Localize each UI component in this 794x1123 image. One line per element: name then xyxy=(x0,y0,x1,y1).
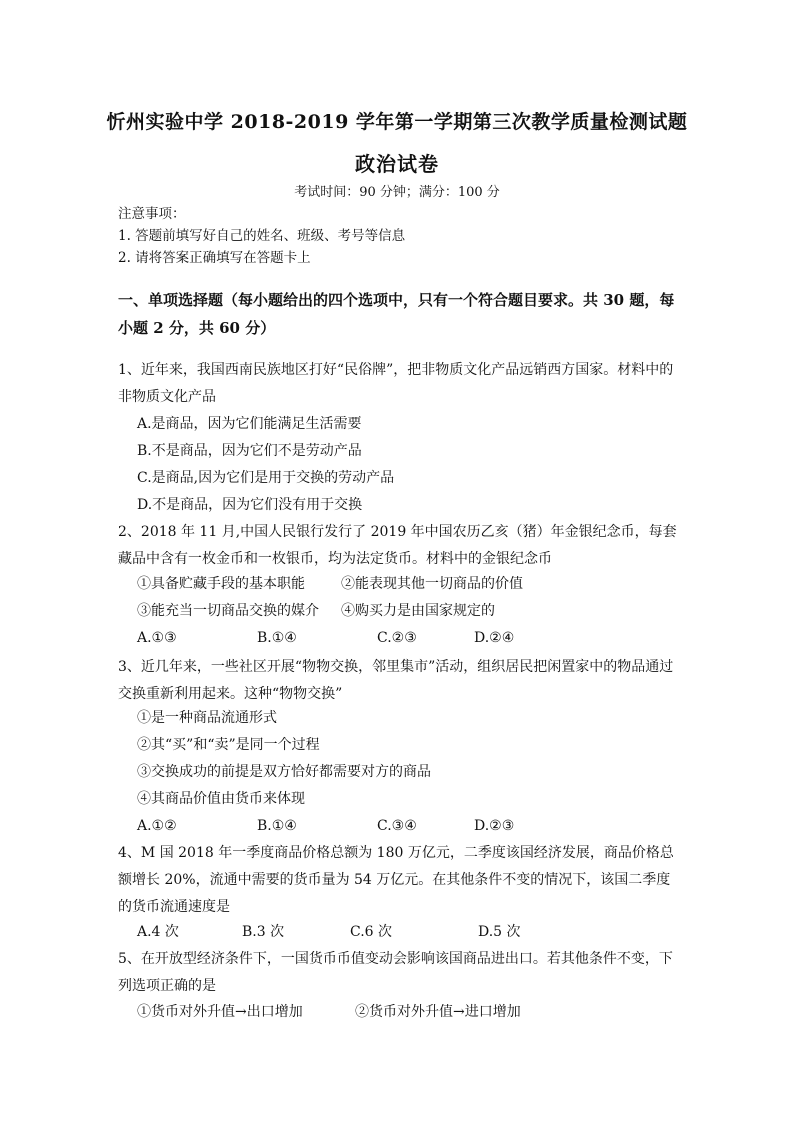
question-3-statement-4: ④其商品价值由货币来体现 xyxy=(137,791,305,807)
question-3-stem: 3、近几年来，一些社区开展“物物交换，邻里集市”活动，组织居民把闲置家中的物品通过交换重新利用起来。这种“物物交换” xyxy=(118,659,674,702)
question-3-option-a: A.①② xyxy=(137,818,177,834)
question-3-statement-3: ③交换成功的前提是双方恰好都需要对方的商品 xyxy=(137,764,431,780)
question-4-option-b: B.3 次 xyxy=(242,924,285,940)
question-2-statement-2: ②能表现其他一切商品的价值 xyxy=(341,576,523,592)
question-2-statement-1: ①具备贮藏手段的基本职能 xyxy=(137,576,305,592)
question-3-statement-1: ①是一种商品流通形式 xyxy=(137,710,277,726)
question-1-option-b: B.不是商品，因为它们不是劳动产品 xyxy=(137,443,362,459)
question-3-statement-2: ②其“买”和“卖”是同一个过程 xyxy=(137,737,320,753)
question-4-option-a: A.4 次 xyxy=(137,924,179,940)
question-2-statement-3: ③能充当一切商品交换的媒介 xyxy=(137,603,319,619)
question-4-option-c: C.6 次 xyxy=(350,924,393,940)
question-1-option-a: A.是商品，因为它们能满足生活需要 xyxy=(137,416,362,432)
note-item: 1. 答题前填写好自己的姓名、班级、考号等信息 xyxy=(118,228,406,244)
question-3-option-c: C.③④ xyxy=(377,818,417,834)
question-5-statement-2: ②货币对外升值→进口增加 xyxy=(355,1004,521,1020)
exam-time-info: 考试时间：90 分钟；满分：100 分 xyxy=(294,185,500,200)
question-2-option-d: D.②④ xyxy=(474,630,515,646)
exam-title: 忻州实验中学 2018-2019 学年第一学期第三次教学质量检测试题 xyxy=(106,111,688,133)
section-heading: 一、单项选择题（每小题给出的四个选项中，只有一个符合题目要求。共 30 题，每小题 2 分，共 60 分） xyxy=(118,291,675,337)
notes-heading: 注意事项： xyxy=(118,206,186,222)
question-3-option-d: D.②③ xyxy=(474,818,515,834)
question-2-option-a: A.①③ xyxy=(137,630,177,646)
question-5-stem: 5、在开放型经济条件下，一国货币币值变动会影响该国商品进出口。若其他条件不变，下列选项正确的是 xyxy=(118,951,673,994)
notes-block xyxy=(118,203,405,269)
note-item: 2. 请将答案正确填写在答题卡上 xyxy=(118,250,311,266)
exam-subject: 政治试卷 xyxy=(355,152,439,176)
question-1-stem: 1、近年来，我国西南民族地区打好“民俗牌”，把非物质文化产品远销西方国家。材料中的非物质文化产品 xyxy=(118,362,674,405)
question-4-option-d: D.5 次 xyxy=(478,924,521,940)
question-4-stem: 4、M 国 2018 年一季度商品价格总额为 180 万亿元，二季度该国经济发展，商品价格总额增长 20%，流通中需要的货币量为 54 万亿元。在其他条件不变的情况下，该国二季度的货币流通速度是 xyxy=(118,845,674,915)
question-2-stem: 2、2018 年 11 月,中国人民银行发行了 2019 年中国农历乙亥（猪）年金银纪念币，每套藏品中含有一枚金币和一枚银币，均为法定货币。材料中的金银纪念币 xyxy=(118,524,677,567)
question-1-option-c: C.是商品,因为它们是用于交换的劳动产品 xyxy=(137,470,395,486)
question-1-option-d: D.不是商品，因为它们没有用于交换 xyxy=(137,497,363,513)
question-2-statement-4: ④购买力是由国家规定的 xyxy=(341,603,495,619)
question-5-statement-1: ①货币对外升值→出口增加 xyxy=(137,1004,303,1020)
question-2-option-b: B.①④ xyxy=(257,630,297,646)
question-2-option-c: C.②③ xyxy=(377,630,417,646)
question-3-option-b: B.①④ xyxy=(257,818,297,834)
